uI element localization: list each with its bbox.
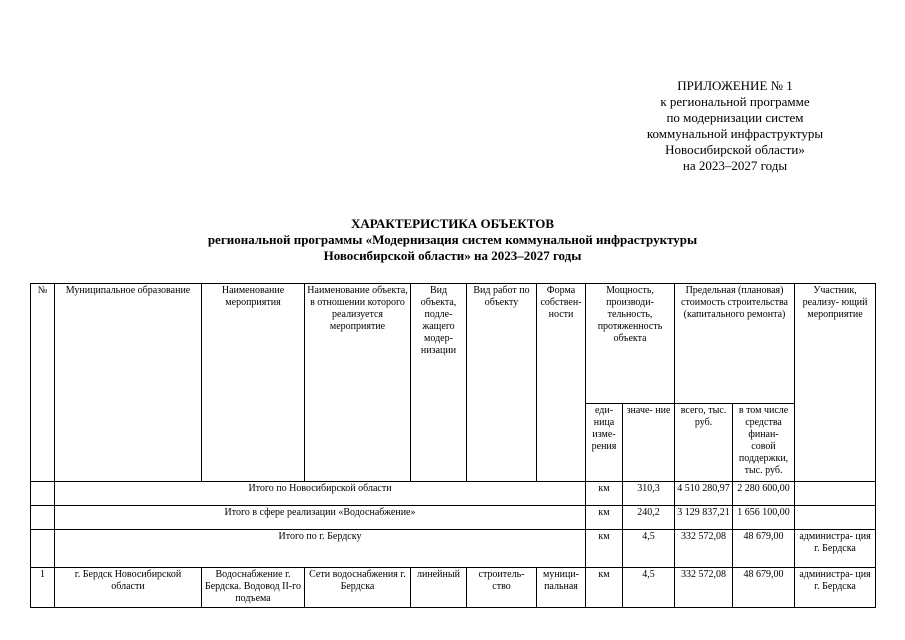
row-participant: администра- ция г. Бердска [795, 568, 876, 608]
row-municipality: г. Бердск Новосибирской области [55, 568, 202, 608]
row-value: 4,5 [623, 568, 675, 608]
total-participant: администра- ция г. Бердска [795, 530, 876, 568]
row-ownership: муници- пальная [537, 568, 586, 608]
total-label: Итого по г. Бердску [55, 530, 586, 568]
total-unit: км [586, 530, 623, 568]
total-participant [795, 506, 876, 530]
row-work-type: строитель- ство [467, 568, 537, 608]
row-total: 332 572,08 [675, 568, 733, 608]
header-object-name: Наименование объекта, в отношении которого реализуется мероприятие [305, 284, 411, 482]
header-unit: еди- ница изме- рения [586, 404, 623, 482]
header-work-type: Вид работ по объекту [467, 284, 537, 482]
title-line: Новосибирской области» на 2023–2027 годы [323, 248, 582, 263]
total-row [31, 530, 876, 568]
document-title [0, 216, 905, 264]
total-value: 240,2 [623, 506, 675, 530]
total-participant [795, 482, 876, 506]
total-value: 4,5 [623, 530, 675, 568]
row-unit: км [586, 568, 623, 608]
row-object-name: Сети водоснабжения г. Бердска [305, 568, 411, 608]
row-num: 1 [31, 568, 55, 608]
total-label: Итого по Новосибирской области [55, 482, 586, 506]
total-cost: 4 510 280,97 [675, 482, 733, 506]
appendix-line: ПРИЛОЖЕНИЕ № 1 [677, 78, 793, 93]
header-participant: Участник, реализу- ющий мероприятие [795, 284, 876, 482]
total-row [31, 506, 876, 530]
appendix-line: коммунальной инфраструктуры [646, 126, 824, 141]
appendix-line: к региональной программе [660, 94, 810, 109]
header-event-name: Наименование мероприятия [202, 284, 305, 482]
table-row [31, 568, 876, 608]
appendix-line: Новосибирской области» [665, 142, 805, 157]
total-support: 2 280 600,00 [733, 482, 795, 506]
total-label: Итого в сфере реализации «Водоснабжение» [55, 506, 586, 530]
row-object-type: линейный [411, 568, 467, 608]
total-cost: 3 129 837,21 [675, 506, 733, 530]
header-value: значе- ние [623, 404, 675, 482]
header-row [31, 284, 876, 404]
total-support: 1 656 100,00 [733, 506, 795, 530]
title-line: региональной программы «Модернизация систем коммунальной инфраструктуры [207, 232, 698, 247]
header-ownership: Форма собствен- ности [537, 284, 586, 482]
header-cost: Предельная (плановая) стоимость строительства (капитального ремонта) [675, 284, 795, 404]
header-capacity: Мощность, производи- тельность, протяженность объекта [586, 284, 675, 404]
header-municipality: Муниципальное образование [55, 284, 202, 482]
total-unit: км [586, 482, 623, 506]
total-unit: км [586, 506, 623, 530]
row-event-name: Водоснабжение г. Бердска. Водовод II-го подъема [202, 568, 305, 608]
total-support: 48 679,00 [733, 530, 795, 568]
appendix-line: на 2023–2027 годы [682, 158, 788, 173]
appendix-block [600, 78, 870, 174]
title-line: ХАРАКТЕРИСТИКА ОБЪЕКТОВ [350, 216, 555, 231]
row-support: 48 679,00 [733, 568, 795, 608]
appendix-line: по модернизации систем [666, 110, 804, 125]
header-object-type: Вид объекта, подле- жащего модер- низации [411, 284, 467, 482]
total-row [31, 482, 876, 506]
total-cost: 332 572,08 [675, 530, 733, 568]
header-num: № [31, 284, 55, 482]
total-value: 310,3 [623, 482, 675, 506]
header-support: в том числе средства финан- совой поддержки, тыс. руб. [733, 404, 795, 482]
objects-table [30, 283, 876, 608]
header-total: всего, тыс. руб. [675, 404, 733, 482]
